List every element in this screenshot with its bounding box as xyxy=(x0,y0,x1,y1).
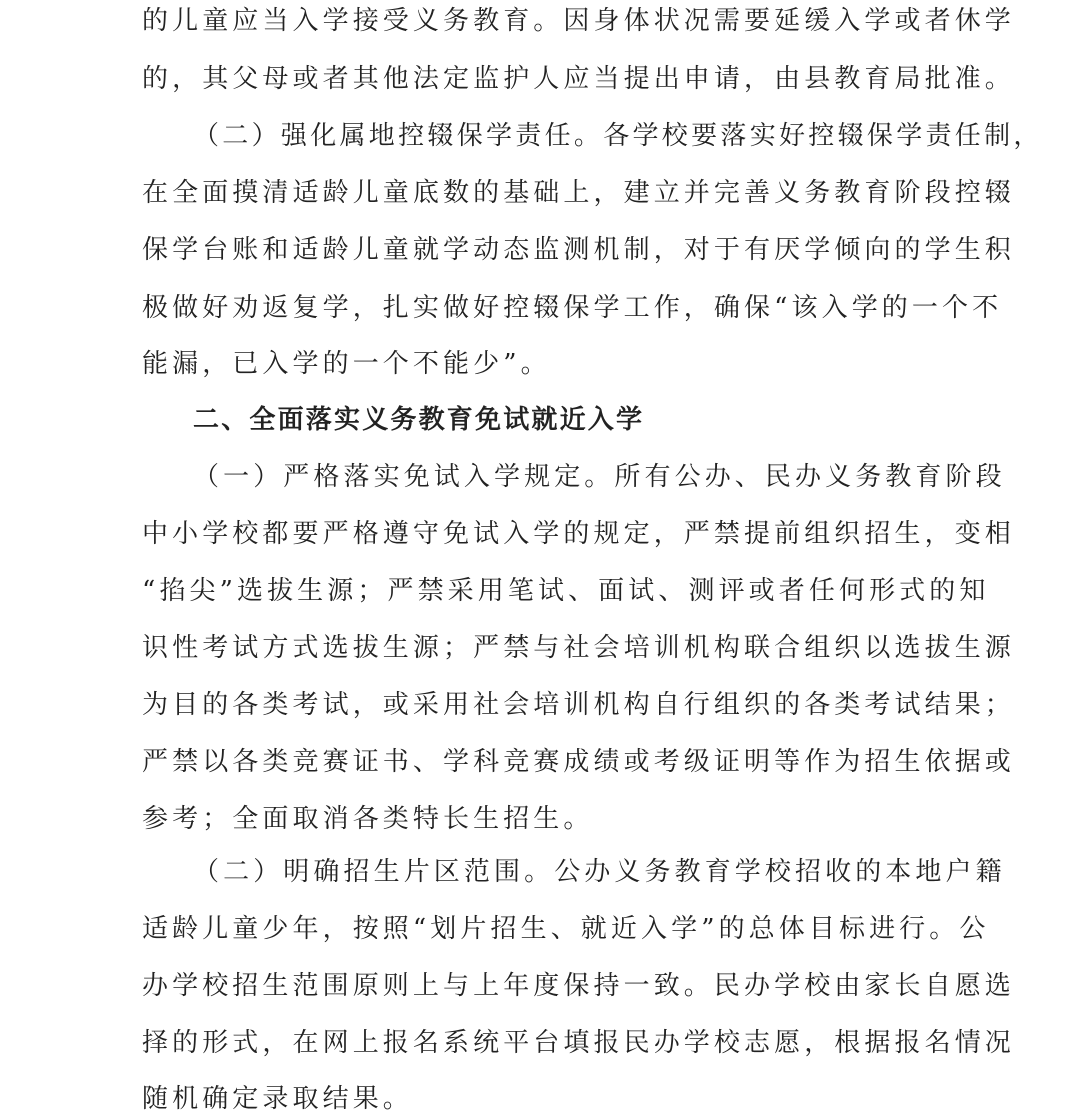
paragraph-line: 择的形式，在网上报名系统平台填报民办学校志愿，根据报名情况 xyxy=(142,1028,1015,1058)
subsection-heading-line: （二）明确招生片区范围。公办义务教育学校招收的本地户籍 xyxy=(193,857,1006,887)
paragraph-line: 保学台账和适龄儿童就学动态监测机制，对于有厌学倾向的学生积 xyxy=(142,235,1015,265)
paragraph-line: 的儿童应当入学接受义务教育。因身体状况需要延缓入学或者休学 xyxy=(142,6,1015,36)
paragraph-line: 能漏，已入学的一个不能少”。 xyxy=(142,349,551,379)
paragraph-line: 的，其父母或者其他法定监护人应当提出申请，由县教育局批准。 xyxy=(142,64,1015,94)
paragraph-line: “掐尖”选拔生源；严禁采用笔试、面试、测评或者任何形式的知 xyxy=(142,576,990,606)
paragraph-line: 极做好劝返复学，扎实做好控辍保学工作，确保“该入学的一个不 xyxy=(142,293,1003,323)
paragraph-line: 在全面摸清适龄儿童底数的基础上，建立并完善义务教育阶段控辍 xyxy=(142,178,1015,208)
paragraph-line: 办学校招生范围原则上与上年度保持一致。民办学校由家长自愿选 xyxy=(142,971,1015,1001)
paragraph-line: 参考；全面取消各类特长生招生。 xyxy=(142,804,594,834)
paragraph-line: 为目的各类考试，或采用社会培训机构自行组织的各类考试结果； xyxy=(142,690,1015,720)
section-heading: 二、全面落实义务教育免试就近入学 xyxy=(193,405,645,435)
paragraph-line: 随机确定录取结果。 xyxy=(142,1084,413,1114)
paragraph-line: 识性考试方式选拔生源；严禁与社会培训机构联合组织以选拔生源 xyxy=(142,633,1015,663)
subsection-heading-line: （一）严格落实免试入学规定。所有公办、民办义务教育阶段 xyxy=(193,462,1006,492)
subsection-heading-line: （二）强化属地控辍保学责任。各学校要落实好控辍保学责任制， xyxy=(193,121,1043,151)
paragraph-line: 严禁以各类竞赛证书、学科竞赛成绩或考级证明等作为招生依据或 xyxy=(142,747,1015,777)
paragraph-line: 适龄儿童少年，按照“划片招生、就近入学”的总体目标进行。公 xyxy=(142,914,990,944)
paragraph-line: 中小学校都要严格遵守免试入学的规定，严禁提前组织招生，变相 xyxy=(142,519,1015,549)
